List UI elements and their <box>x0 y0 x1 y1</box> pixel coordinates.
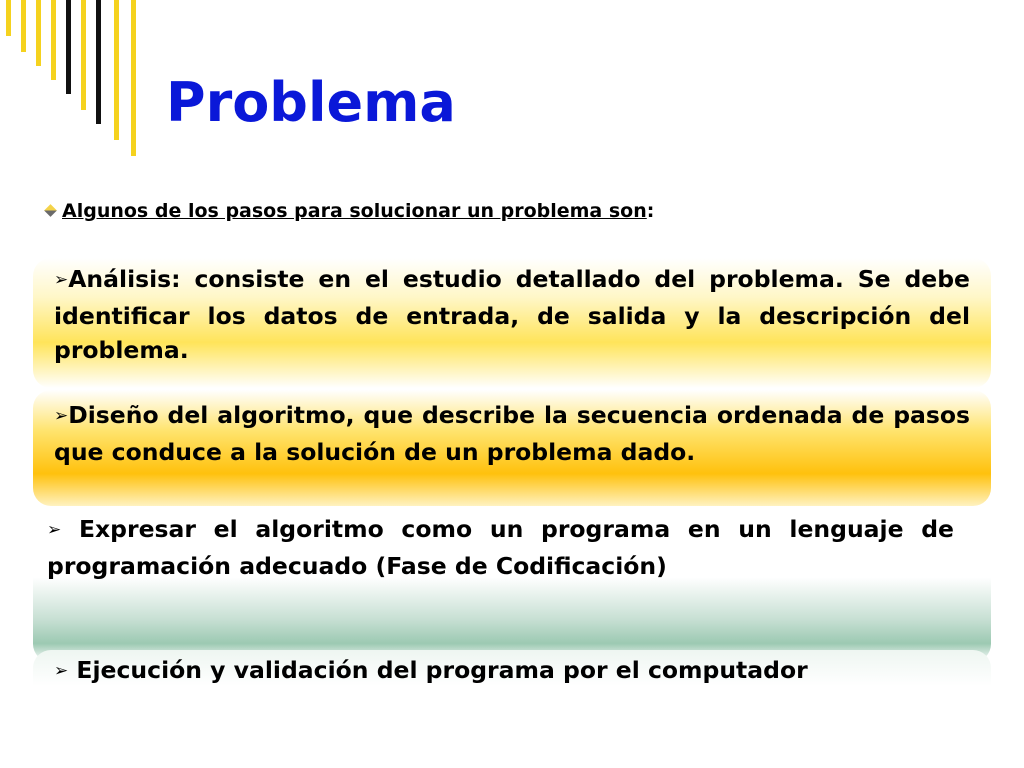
diamond-bullet-icon <box>44 204 57 217</box>
arrowhead-bullet-icon: ➢ <box>47 520 62 540</box>
step-text-container <box>54 262 970 367</box>
stripe <box>21 0 26 52</box>
arrowhead-bullet-icon: ➢ <box>54 661 69 681</box>
slide-title: Problema <box>166 71 456 134</box>
step-text-container <box>47 512 954 583</box>
step-text: Ejecución y validación del programa por el computador <box>68 656 808 684</box>
intro-line <box>46 197 654 225</box>
stripe <box>6 0 11 36</box>
stripe <box>36 0 41 66</box>
stripe <box>96 0 101 124</box>
step-text: Expresar el algoritmo como un programa en un lenguaje de programación adecuado (Fase de Codificación) <box>47 515 954 580</box>
step-text: Análisis: consiste en el estudio detallado del problema. Se debe identificar los datos de entrada, de salida y la descripción del problema. <box>54 265 970 364</box>
stripe <box>81 0 86 110</box>
step-text-container <box>54 653 961 690</box>
stripe <box>51 0 56 80</box>
intro-text: Algunos de los pasos para solucionar un problema son <box>62 200 647 222</box>
decorative-stripes <box>0 0 140 160</box>
step-ejecucion <box>33 650 991 730</box>
stripe <box>114 0 119 140</box>
intro-colon: : <box>646 200 655 222</box>
arrowhead-bullet-icon: ➢ <box>54 270 69 290</box>
step-diseno <box>33 390 991 506</box>
step-codificacion <box>33 508 991 662</box>
stripe <box>131 0 136 156</box>
step-text: Diseño del algoritmo, que describe la secuencia ordenada de pasos que conduce a la solución de un problema dado. <box>54 401 970 466</box>
step-analisis <box>33 258 991 388</box>
step-text-container <box>54 398 970 469</box>
arrowhead-bullet-icon: ➢ <box>54 406 69 426</box>
stripe <box>66 0 71 94</box>
